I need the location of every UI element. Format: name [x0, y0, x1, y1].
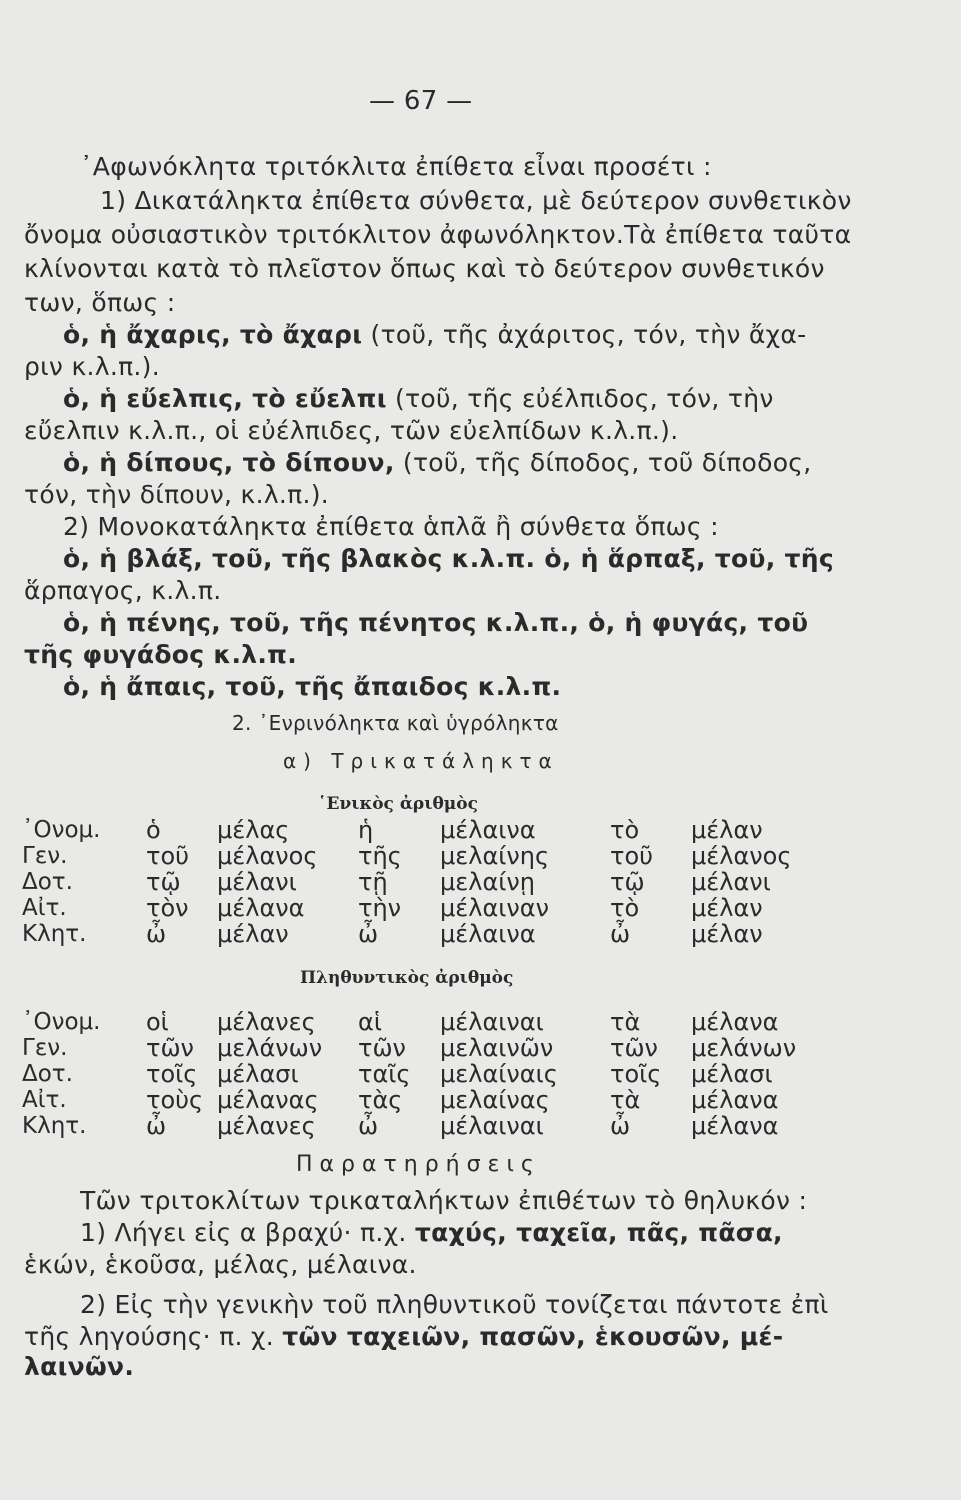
- example-headword: ὁ, ἡ ἄχαρις, τὸ ἄχαρι: [63, 320, 363, 349]
- paradigm-cell-n: μέλανι: [691, 868, 771, 896]
- paradigm-cell-n-art: τὰ: [610, 1008, 641, 1036]
- remark-line: [80, 1218, 783, 1248]
- paradigm-cell-n: μέλασι: [691, 1060, 773, 1088]
- paradigm-cell-n-art: τὸ: [610, 894, 640, 922]
- paradigm-cell-m-art: ὦ: [146, 1112, 167, 1140]
- example-line: [63, 448, 812, 478]
- paradigm-cell-f-art: αἱ: [358, 1008, 382, 1036]
- paradigm-cell-m: μέλανος: [217, 842, 318, 870]
- paradigm-cell-f-art: τὰς: [358, 1086, 403, 1114]
- paradigm-cell-f: μελαινῶν: [440, 1034, 554, 1062]
- example-line: τόν, τὴν δίπουν, κ.λ.π.).: [24, 480, 330, 509]
- example-line: [63, 320, 806, 350]
- paradigm-cell-f: μέλαινα: [440, 816, 536, 844]
- paradigm-cell-n: μέλανα: [691, 1112, 779, 1140]
- remark-line: [24, 1322, 783, 1352]
- paradigm-cell-case: Γεν.: [22, 1035, 68, 1061]
- paradigm-cell-n-art: τὰ: [610, 1086, 641, 1114]
- example-headword: ὁ, ἡ εὔελπις, τὸ εὔελπι: [63, 384, 387, 413]
- paradigm-cell-m: μέλας: [217, 816, 290, 844]
- paragraph-1-line: ὄνομα οὐσιαστικὸν τριτόκλιτον ἀφωνόληκτον.Τὰ ἐπίθετα ταῦτα: [24, 220, 852, 249]
- remark-line: λαινῶν.: [24, 1352, 135, 1381]
- paradigm-cell-n-art: τῷ: [610, 868, 645, 896]
- paradigm-cell-f-art: τῶν: [358, 1034, 406, 1062]
- paragraph-2: 2) Μονοκατάληκτα ἐπίθετα ἁπλᾶ ἢ σύνθετα ὅπως :: [63, 512, 719, 541]
- example-line: τῆς φυγάδος κ.λ.π.: [24, 640, 298, 669]
- example-line: ἅρπαγος, κ.λ.π.: [24, 576, 222, 605]
- paradigm-cell-case: Κλητ.: [22, 1113, 87, 1139]
- paradigm-cell-f-art: τῇ: [358, 868, 388, 896]
- paradigm-cell-n: μέλαν: [691, 816, 763, 844]
- paradigm-cell-n: μέλανα: [691, 1008, 779, 1036]
- paradigm-cell-n-art: τοῖς: [610, 1060, 662, 1088]
- remark-line: Τῶν τριτοκλίτων τρικαταλήκτων ἐπιθέτων τὸ θηλυκόν :: [80, 1186, 808, 1215]
- paradigm-cell-m-art: τῷ: [146, 868, 181, 896]
- paradigm-cell-n: μελάνων: [691, 1034, 797, 1062]
- example-line: ριν κ.λ.π.).: [24, 352, 160, 381]
- paradigm-cell-f: μέλαιναι: [440, 1112, 544, 1140]
- paradigm-cell-m: μέλανι: [217, 868, 297, 896]
- paradigm-cell-f-art: ὦ: [358, 920, 379, 948]
- paradigm-cell-f: μέλαιναν: [440, 894, 550, 922]
- example-line: [63, 384, 774, 414]
- paradigm-cell-f: μελαίνας: [440, 1086, 550, 1114]
- section-heading: 2. ᾿Ενρινόληκτα καὶ ὑγρόληκτα: [232, 711, 559, 735]
- paradigm-cell-n: μέλαν: [691, 894, 763, 922]
- paradigm-cell-f: μελαίνης: [440, 842, 550, 870]
- remark-example: ταχύς, ταχεῖα, πᾶς, πᾶσα,: [414, 1218, 783, 1247]
- paradigm-cell-case: Αἰτ.: [22, 1087, 67, 1113]
- paradigm-cell-case: Δοτ.: [22, 1061, 73, 1087]
- paradigm-cell-m: μέλασι: [217, 1060, 299, 1088]
- example-line: ὁ, ἡ ἄπαις, τοῦ, τῆς ἄπαιδος κ.λ.π.: [63, 672, 562, 701]
- paradigm-cell-f: μέλαιναι: [440, 1008, 544, 1036]
- example-forms: (τοῦ, τῆς ἀχάριτος, τόν, τὴν ἄχα-: [370, 320, 807, 349]
- paradigm-cell-m: μέλανες: [217, 1008, 316, 1036]
- paragraph-intro: ᾿Αφωνόκλητα τριτόκλιτα ἐπίθετα εἶναι προσέτι :: [80, 152, 712, 181]
- singular-heading: ῾Ενικὸς ἀριθμὸς: [318, 794, 478, 814]
- paradigm-cell-case: Αἰτ.: [22, 895, 67, 921]
- paradigm-cell-f-art: ὦ: [358, 1112, 379, 1140]
- example-line: ὁ, ἡ βλάξ, τοῦ, τῆς βλακὸς κ.λ.π. ὁ, ἡ ἅρπαξ, τοῦ, τῆς: [63, 544, 834, 573]
- example-line: ὁ, ἡ πένης, τοῦ, τῆς πένητος κ.λ.π., ὁ, ἡ φυγάς, τοῦ: [63, 608, 809, 637]
- paradigm-cell-n-art: ὦ: [610, 920, 631, 948]
- remark-text: 1) Λήγει εἰς α βραχύ· π.χ.: [80, 1218, 407, 1247]
- paradigm-cell-case: Κλητ.: [22, 921, 87, 947]
- paradigm-cell-n: μέλαν: [691, 920, 763, 948]
- remark-example: τῶν ταχειῶν, πασῶν, ἑκουσῶν, μέ-: [282, 1322, 784, 1351]
- paradigm-cell-f: μέλαινα: [440, 920, 536, 948]
- remark-text: τῆς ληγούσης· π. χ.: [24, 1322, 274, 1351]
- paradigm-cell-f-art: ἡ: [358, 816, 374, 844]
- paradigm-cell-f: μελαίνῃ: [440, 868, 536, 896]
- paradigm-cell-f-art: ταῖς: [358, 1060, 411, 1088]
- paradigm-cell-n-art: τὸ: [610, 816, 640, 844]
- sub-heading: α) Τρικατάληκτα: [283, 749, 559, 773]
- paradigm-cell-case: Δοτ.: [22, 869, 73, 895]
- paradigm-cell-m: μελάνων: [217, 1034, 323, 1062]
- paradigm-cell-n-art: τοῦ: [610, 842, 654, 870]
- paradigm-cell-m: μέλαν: [217, 920, 289, 948]
- paragraph-1-line: των, ὅπως :: [24, 288, 176, 317]
- paradigm-cell-m: μέλανα: [217, 894, 305, 922]
- paragraph-1-line: 1) Δικατάληκτα ἐπίθετα σύνθετα, μὲ δεύτερον συνθετικὸν: [100, 186, 852, 215]
- paradigm-cell-m: μέλανας: [217, 1086, 319, 1114]
- paradigm-cell-f-art: τὴν: [358, 894, 402, 922]
- example-forms: (τοῦ, τῆς εὐέλπιδος, τόν, τὴν: [394, 384, 774, 413]
- page-number: — 67 —: [369, 86, 473, 116]
- plural-heading: Πληθυντικὸς ἀριθμὸς: [300, 968, 514, 988]
- paragraph-1-line: κλίνονται κατὰ τὸ πλεῖστον ὅπως καὶ τὸ δεύτερον συνθετικόν: [24, 254, 825, 283]
- paradigm-cell-m-art: τοῖς: [146, 1060, 198, 1088]
- paradigm-cell-n-art: ὦ: [610, 1112, 631, 1140]
- remarks-heading: Παρατηρήσεις: [296, 1152, 541, 1177]
- paradigm-cell-m-art: ὦ: [146, 920, 167, 948]
- paradigm-cell-n-art: τῶν: [610, 1034, 658, 1062]
- example-headword: ὁ, ἡ δίπους, τὸ δίπουν,: [63, 448, 395, 477]
- paradigm-cell-n: μέλανος: [691, 842, 792, 870]
- paradigm-cell-m-art: τὸν: [146, 894, 189, 922]
- paradigm-cell-m-art: τοῦ: [146, 842, 190, 870]
- example-line: εὔελπιν κ.λ.π., οἱ εὐέλπιδες, τῶν εὐελπίδων κ.λ.π.).: [24, 416, 679, 445]
- paradigm-cell-f-art: τῆς: [358, 842, 402, 870]
- paradigm-cell-case: ᾿Ονομ.: [22, 1009, 101, 1035]
- paradigm-cell-case: Γεν.: [22, 843, 68, 869]
- paradigm-cell-m-art: τοὺς: [146, 1086, 204, 1114]
- paradigm-cell-m-art: τῶν: [146, 1034, 194, 1062]
- paradigm-cell-f: μελαίναις: [440, 1060, 558, 1088]
- remark-line: ἑκών, ἑκοῦσα, μέλας, μέλαινα.: [24, 1250, 417, 1279]
- paradigm-cell-n: μέλανα: [691, 1086, 779, 1114]
- paradigm-cell-m-art: ὁ: [146, 816, 161, 844]
- example-forms: (τοῦ, τῆς δίποδος, τοῦ δίποδος,: [402, 448, 812, 477]
- paradigm-cell-m: μέλανες: [217, 1112, 316, 1140]
- remark-line: 2) Εἰς τὴν γενικὴν τοῦ πληθυντικοῦ τονίζεται πάντοτε ἐπὶ: [80, 1290, 829, 1319]
- paradigm-cell-case: ᾿Ονομ.: [22, 817, 101, 843]
- paradigm-cell-m-art: οἱ: [146, 1008, 169, 1036]
